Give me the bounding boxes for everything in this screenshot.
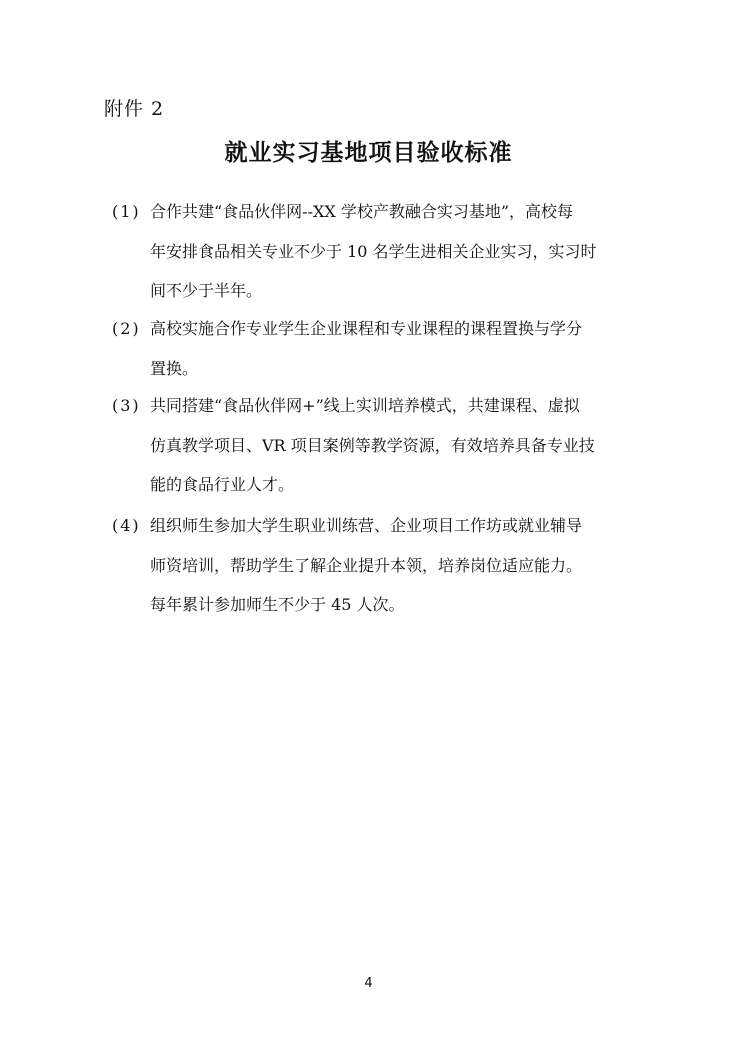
list-item	[112, 309, 672, 388]
list-item-line: 仿真教学项目、VR 项目案例等教学资源，有效培养具备专业技	[150, 435, 595, 455]
list-item-line: 每年累计参加师生不少于 45 人次。	[150, 595, 405, 614]
list-item-line: 间不少于半年。	[150, 281, 263, 300]
attachment-label: 附件 2	[104, 98, 165, 120]
list-item	[112, 386, 672, 505]
list-item	[112, 506, 672, 625]
list-item-number: (1)	[112, 202, 141, 221]
list-item-line: 师资培训，帮助学生了解企业提升本领，培养岗位适应能力。	[150, 555, 583, 575]
document-title: 就业实习基地项目验收标准	[224, 139, 513, 166]
list-item-text: 共同搭建“食品伙伴网+”线上实训培养模式，共建课程、虚拟	[150, 396, 580, 415]
list-item-text: 合作共建“食品伙伴网--XX 学校产教融合实习基地”，高校每	[150, 202, 574, 221]
list-item-number: (3)	[112, 396, 141, 415]
list-item-line: 置换。	[150, 358, 199, 378]
list-item-line	[112, 309, 672, 349]
list-item-line: 年安排食品相关专业不少于 10 名学生进相关企业实习，实习时	[150, 241, 597, 261]
list-item-line	[112, 192, 672, 232]
page-number: 4	[364, 976, 373, 991]
list-item-number: (4)	[112, 516, 141, 535]
list-item-line	[112, 506, 672, 546]
list-item-text: 组织师生参加大学生职业训练营、企业项目工作坊或就业辅导	[150, 516, 583, 535]
list-item-number: (2)	[112, 319, 141, 338]
list-item-text: 高校实施合作专业学生企业课程和专业课程的课程置换与学分	[150, 319, 583, 338]
list-item-line	[112, 386, 672, 426]
list-item-line: 能的食品行业人才。	[150, 475, 295, 494]
list-item	[112, 192, 672, 311]
